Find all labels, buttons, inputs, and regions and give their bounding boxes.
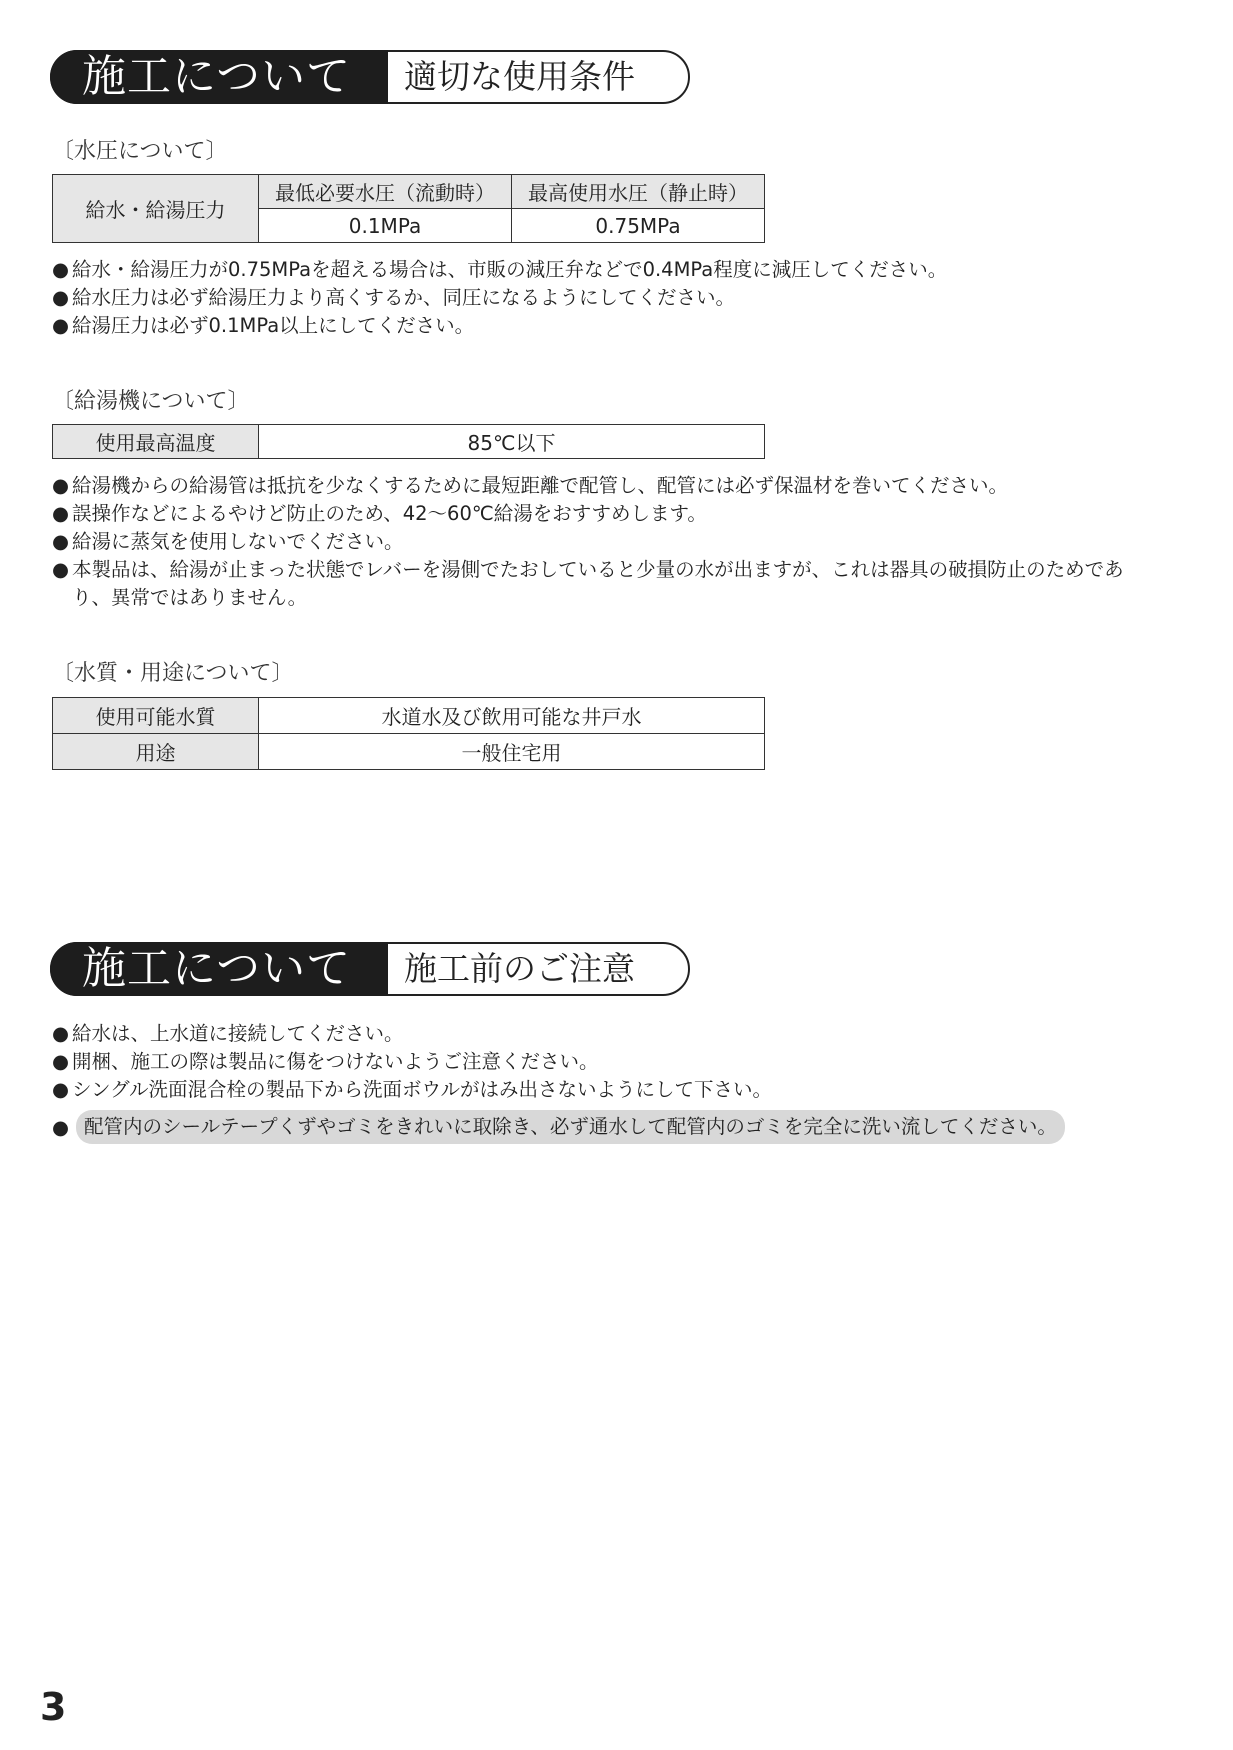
- section-subtitle: 適切な使用条件: [404, 57, 635, 96]
- note-text: 給水圧力は必ず給湯圧力より高くするか、同圧になるようにしてください。: [72, 286, 736, 309]
- max-temp-label: 使用最高温度: [53, 425, 259, 459]
- quality-value: 水道水及び飲用可能な井戸水: [259, 698, 765, 734]
- section-header-precautions: [50, 942, 690, 996]
- max-temp-value: 85℃以下: [259, 425, 765, 459]
- note-item: [52, 312, 1152, 340]
- water-heater-notes: [52, 472, 1152, 612]
- page-number: 3: [40, 1685, 67, 1729]
- water-pressure-heading: 〔水圧について〕: [52, 139, 228, 164]
- note-item: [52, 1048, 1152, 1076]
- note-item: [52, 528, 1152, 556]
- note-text: 給湯機からの給湯管は抵抗を少なくするために最短距離で配管し、配管には必ず保温材を巻いてください。: [72, 474, 1009, 497]
- section-header-conditions: [50, 50, 690, 104]
- note-item: [52, 256, 1152, 284]
- bullet-icon: ●: [52, 1050, 70, 1073]
- note-text: 開梱、施工の際は製品に傷をつけないようご注意ください。: [72, 1050, 599, 1073]
- note-item: [52, 1020, 1152, 1048]
- pressure-row-label: 給水・給湯圧力: [53, 175, 259, 243]
- max-pressure-header: 最高使用水圧（静止時）: [512, 175, 765, 209]
- section-title: 施工について: [50, 942, 388, 996]
- usage-label: 用途: [53, 734, 259, 770]
- section-subtitle: 施工前のご注意: [404, 949, 635, 988]
- bullet-icon: ●: [52, 314, 70, 337]
- note-text: 誤操作などによるやけど防止のため、42〜60℃給湯をおすすめします。: [72, 502, 707, 525]
- water-heater-table: [52, 424, 765, 459]
- note-text: 給湯に蒸気を使用しないでください。: [72, 530, 404, 553]
- usage-value: 一般住宅用: [259, 734, 765, 770]
- note-item: [52, 500, 1152, 528]
- note-text: 給湯圧力は必ず0.1MPa以上にしてください。: [72, 314, 475, 337]
- bullet-icon: ●: [52, 286, 70, 309]
- highlighted-note-text: 配管内のシールテープくずやゴミをきれいに取除き、必ず通水して配管内のゴミを完全に洗い流してください。: [76, 1110, 1065, 1144]
- bullet-icon: ●: [52, 1078, 70, 1101]
- note-text: シングル洗面混合栓の製品下から洗面ボウルがはみ出さないようにして下さい。: [72, 1078, 772, 1101]
- quality-label: 使用可能水質: [53, 698, 259, 734]
- min-pressure-header: 最低必要水圧（流動時）: [259, 175, 512, 209]
- note-text: 給水は、上水道に接続してください。: [72, 1022, 404, 1045]
- water-pressure-table: [52, 174, 765, 243]
- water-pressure-notes: [52, 256, 1152, 340]
- water-quality-table: [52, 697, 765, 770]
- min-pressure-value: 0.1MPa: [259, 209, 512, 243]
- bullet-icon: ●: [52, 530, 70, 553]
- bullet-icon: ●: [52, 1022, 70, 1045]
- note-item: [52, 472, 1152, 500]
- bullet-icon: ●: [52, 502, 70, 525]
- max-pressure-value: 0.75MPa: [512, 209, 765, 243]
- note-text: 本製品は、給湯が止まった状態でレバーを湯側でたおしていると少量の水が出ますが、これは器具の破損防止のためであり、異常ではありません。: [72, 558, 1124, 609]
- bullet-icon: ●: [52, 258, 70, 281]
- water-quality-heading: 〔水質・用途について〕: [52, 661, 294, 686]
- water-heater-heading: 〔給湯機について〕: [52, 389, 250, 414]
- highlighted-note: [52, 1110, 1152, 1144]
- bullet-icon: ●: [52, 474, 70, 497]
- bullet-icon: ●: [52, 558, 70, 581]
- note-item: [52, 1076, 1152, 1104]
- note-text: 給水・給湯圧力が0.75MPaを超える場合は、市販の減圧弁などで0.4MPa程度に減圧してください。: [72, 258, 948, 281]
- note-item: [52, 284, 1152, 312]
- precaution-notes: [52, 1020, 1152, 1144]
- section-title: 施工について: [50, 50, 388, 104]
- bullet-icon: ●: [52, 1116, 70, 1139]
- note-item: [52, 556, 1152, 612]
